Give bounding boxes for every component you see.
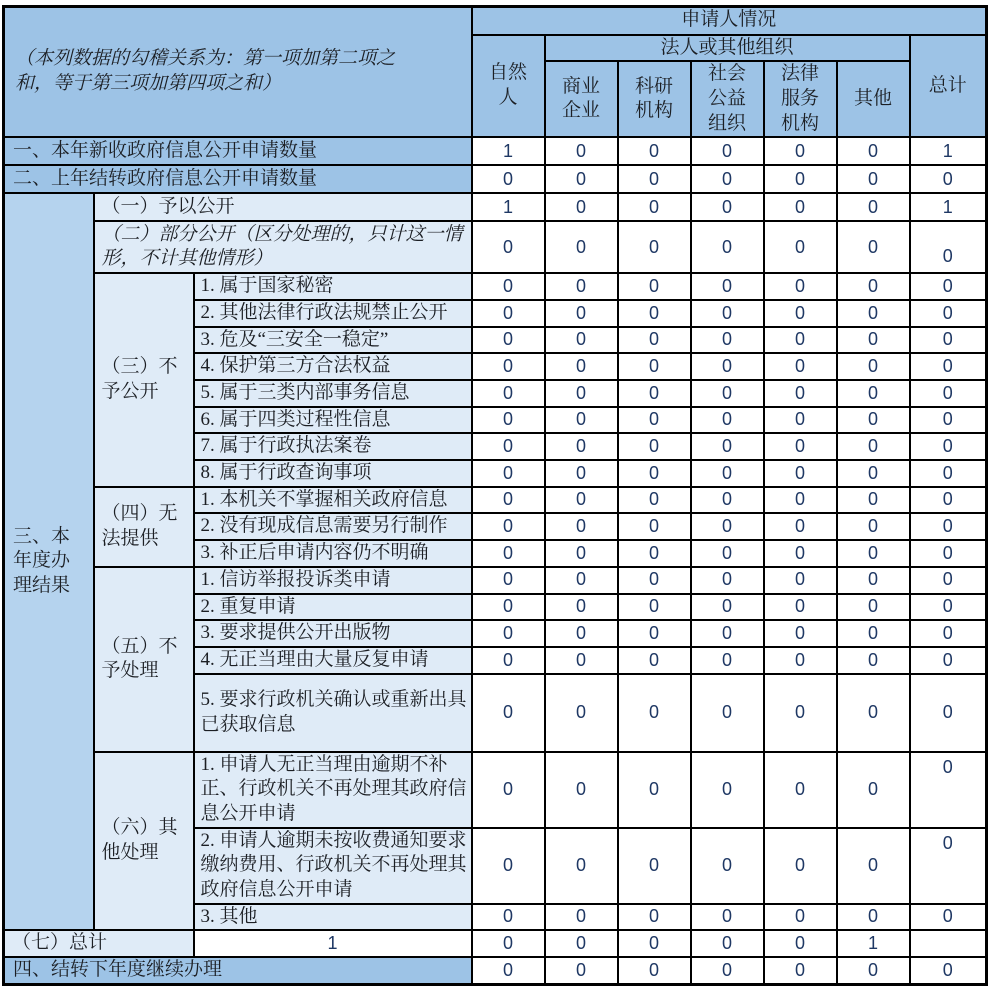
group-label-not-processed: （五）不予处理	[94, 567, 194, 752]
item-label: 3. 补正后申请内容仍不明确	[194, 540, 472, 567]
value-cell: 0	[837, 752, 910, 828]
value-cell: 0	[618, 513, 691, 540]
item-label: 4. 无正当理由大量反复申请	[194, 647, 472, 674]
value-cell: 0	[618, 594, 691, 621]
value-cell: 0	[910, 647, 987, 674]
group-label-unable-to-provide: （四）无法提供	[94, 487, 194, 567]
value-cell: 0	[545, 752, 618, 828]
value-cell: 0	[618, 327, 691, 354]
value-cell: 0	[764, 460, 837, 487]
value-cell: 0	[472, 567, 545, 594]
value-cell: 0	[472, 594, 545, 621]
value-cell: 0	[910, 828, 987, 904]
value-cell: 0	[618, 137, 691, 165]
value-cell: 0	[837, 380, 910, 407]
value-cell: 0	[618, 567, 691, 594]
value-cell: 0	[837, 674, 910, 752]
value-cell: 0	[472, 540, 545, 567]
value-cell: 0	[618, 300, 691, 327]
value-cell: 0	[837, 647, 910, 674]
value-cell: 1	[910, 193, 987, 221]
section-label-results: 三、本年度办理结果	[4, 193, 94, 930]
value-cell: 0	[618, 165, 691, 193]
value-cell: 0	[472, 433, 545, 460]
value-cell: 0	[472, 273, 545, 300]
value-cell: 0	[691, 594, 764, 621]
value-cell: 0	[618, 353, 691, 380]
value-cell: 0	[764, 513, 837, 540]
value-cell: 0	[545, 828, 618, 904]
value-cell: 0	[472, 828, 545, 904]
value-cell: 0	[910, 353, 987, 380]
value-cell: 0	[472, 904, 545, 931]
value-cell: 0	[691, 165, 764, 193]
item-label: 1. 属于国家秘密	[194, 273, 472, 300]
value-cell: 0	[691, 433, 764, 460]
item-label: 2. 重复申请	[194, 594, 472, 621]
value-cell: 0	[691, 752, 764, 828]
value-cell: 0	[691, 193, 764, 221]
value-cell: 0	[691, 300, 764, 327]
value-cell: 0	[691, 487, 764, 514]
value-cell: 0	[837, 594, 910, 621]
value-cell: 0	[837, 193, 910, 221]
value-cell: 0	[910, 904, 987, 931]
value-cell: 0	[910, 513, 987, 540]
value-cell: 0	[764, 193, 837, 221]
value-cell: 0	[618, 752, 691, 828]
value-cell: 0	[910, 460, 987, 487]
group-label-not-disclosed: （三）不予公开	[94, 273, 194, 487]
item-label: 3. 要求提供公开出版物	[194, 620, 472, 647]
value-cell: 0	[472, 460, 545, 487]
value-cell: 0	[691, 674, 764, 752]
value-cell: 0	[910, 165, 987, 193]
value-cell: 0	[472, 380, 545, 407]
value-cell: 0	[691, 513, 764, 540]
value-cell: 0	[837, 567, 910, 594]
value-cell: 0	[691, 380, 764, 407]
value-cell: 0	[764, 752, 837, 828]
value-cell: 0	[837, 513, 910, 540]
value-cell: 0	[472, 513, 545, 540]
value-cell: 0	[472, 957, 545, 984]
value-cell: 0	[545, 193, 618, 221]
value-cell: 0	[764, 674, 837, 752]
item-label: 3. 危及“三安全一稳定”	[194, 327, 472, 354]
value-cell: 0	[764, 828, 837, 904]
item-label: 3. 其他	[194, 904, 472, 931]
header-col-social: 社会公益组织	[691, 61, 764, 137]
value-cell: 0	[764, 904, 837, 931]
item-label: 8. 属于行政查询事项	[194, 460, 472, 487]
value-cell: 0	[691, 353, 764, 380]
header-col-research: 科研机构	[618, 61, 691, 137]
item-label: 1. 信访举报投诉类申请	[194, 567, 472, 594]
value-cell: 0	[545, 433, 618, 460]
header-applicant-group: 申请人情况	[472, 7, 987, 35]
item-label: 4. 保护第三方合法权益	[194, 353, 472, 380]
value-cell: 0	[764, 353, 837, 380]
value-cell: 0	[837, 353, 910, 380]
value-cell: 0	[837, 957, 910, 984]
row-label-partially-disclosed: （二）部分公开（区分处理的，只计这一情形，不计其他情形）	[94, 221, 472, 273]
value-cell: 0	[618, 828, 691, 904]
value-cell: 0	[910, 380, 987, 407]
value-cell: 0	[472, 487, 545, 514]
value-cell: 0	[910, 221, 987, 273]
value-cell: 0	[472, 620, 545, 647]
value-cell: 0	[691, 904, 764, 931]
report-table	[2, 5, 988, 986]
value-cell: 0	[472, 165, 545, 193]
header-col-business: 商业企业	[545, 61, 618, 137]
value-cell: 0	[618, 930, 691, 957]
value-cell: 0	[764, 327, 837, 354]
value-cell: 0	[472, 353, 545, 380]
value-cell: 0	[545, 165, 618, 193]
value-cell: 0	[618, 540, 691, 567]
value-cell: 0	[472, 300, 545, 327]
header-col-other: 其他	[837, 61, 910, 137]
header-col-total: 总计	[910, 35, 987, 138]
value-cell: 0	[837, 407, 910, 434]
value-cell: 0	[618, 487, 691, 514]
value-cell: 0	[691, 327, 764, 354]
value-cell: 0	[618, 273, 691, 300]
value-cell: 0	[618, 380, 691, 407]
value-cell: 0	[837, 904, 910, 931]
value-cell: 0	[910, 273, 987, 300]
value-cell: 0	[837, 221, 910, 273]
value-cell: 0	[910, 957, 987, 984]
value-cell: 0	[618, 433, 691, 460]
value-cell: 0	[764, 567, 837, 594]
value-cell: 0	[837, 828, 910, 904]
value-cell: 0	[545, 647, 618, 674]
value-cell: 0	[764, 957, 837, 984]
value-cell: 0	[618, 674, 691, 752]
value-cell: 0	[545, 380, 618, 407]
item-label: 7. 属于行政执法案卷	[194, 433, 472, 460]
item-label: 6. 属于四类过程性信息	[194, 407, 472, 434]
value-cell: 0	[837, 137, 910, 165]
value-cell: 0	[837, 165, 910, 193]
value-cell: 0	[472, 752, 545, 828]
value-cell: 0	[910, 327, 987, 354]
value-cell: 0	[837, 327, 910, 354]
value-cell: 0	[545, 540, 618, 567]
value-cell: 0	[618, 193, 691, 221]
header-col-natural-person: 自然人	[472, 35, 545, 138]
value-cell: 0	[545, 221, 618, 273]
value-cell: 0	[910, 620, 987, 647]
value-cell: 0	[691, 137, 764, 165]
value-cell: 0	[910, 433, 987, 460]
value-cell: 0	[910, 674, 987, 752]
value-cell: 0	[472, 407, 545, 434]
value-cell: 1	[472, 193, 545, 221]
value-cell: 1	[194, 930, 472, 957]
item-label: 2. 其他法律行政法规禁止公开	[194, 300, 472, 327]
row-label-new-received: 一、本年新收政府信息公开申请数量	[4, 137, 472, 165]
value-cell: 0	[910, 594, 987, 621]
value-cell: 0	[545, 567, 618, 594]
row-label-carry-to-next-year: 四、结转下年度继续办理	[4, 957, 472, 984]
value-cell: 0	[764, 380, 837, 407]
value-cell: 0	[764, 273, 837, 300]
value-cell: 0	[764, 300, 837, 327]
value-cell: 0	[691, 567, 764, 594]
value-cell: 0	[764, 930, 837, 957]
value-cell: 0	[764, 647, 837, 674]
value-cell: 0	[764, 487, 837, 514]
value-cell: 0	[618, 460, 691, 487]
value-cell: 0	[691, 957, 764, 984]
value-cell: 0	[910, 567, 987, 594]
value-cell: 0	[618, 904, 691, 931]
value-cell: 0	[618, 957, 691, 984]
value-cell: 0	[691, 407, 764, 434]
item-label: 1. 本机关不掌握相关政府信息	[194, 487, 472, 514]
value-cell: 0	[618, 407, 691, 434]
value-cell: 0	[472, 327, 545, 354]
value-cell: 0	[764, 620, 837, 647]
value-cell: 0	[545, 594, 618, 621]
value-cell: 0	[910, 300, 987, 327]
value-cell: 0	[691, 540, 764, 567]
value-cell: 0	[691, 930, 764, 957]
value-cell: 0	[545, 513, 618, 540]
header-col-legal-service: 法律服务机构	[764, 61, 837, 137]
item-label: 5. 属于三类内部事务信息	[194, 380, 472, 407]
value-cell: 0	[764, 221, 837, 273]
value-cell: 0	[545, 407, 618, 434]
value-cell: 0	[618, 647, 691, 674]
value-cell: 0	[691, 273, 764, 300]
value-cell: 0	[545, 487, 618, 514]
value-cell: 0	[910, 752, 987, 828]
value-cell: 0	[691, 221, 764, 273]
value-cell: 0	[618, 221, 691, 273]
value-cell: 0	[837, 460, 910, 487]
value-cell: 0	[691, 460, 764, 487]
value-cell: 0	[545, 273, 618, 300]
value-cell: 0	[545, 353, 618, 380]
item-label: 1. 申请人无正当理由逾期不补正、行政机关不再处理其政府信息公开申请	[194, 752, 472, 828]
value-cell: 0	[618, 620, 691, 647]
value-cell: 0	[764, 433, 837, 460]
value-cell: 0	[545, 327, 618, 354]
item-label: 2. 申请人逾期未按收费通知要求缴纳费用、行政机关不再处理其政府信息公开申请	[194, 828, 472, 904]
value-cell: 0	[764, 540, 837, 567]
value-cell: 0	[837, 487, 910, 514]
value-cell: 0	[545, 620, 618, 647]
value-cell: 0	[691, 620, 764, 647]
value-cell: 0	[472, 221, 545, 273]
value-cell: 0	[545, 930, 618, 957]
value-cell: 0	[764, 407, 837, 434]
row-label-disclosed: （一）予以公开	[94, 193, 472, 221]
reconciliation-note: （本列数据的勾稽关系为：第一项加第二项之和，等于第三项加第四项之和）	[4, 7, 472, 138]
value-cell: 0	[910, 487, 987, 514]
item-label: 5. 要求行政机关确认或重新出具已获取信息	[194, 674, 472, 752]
value-cell: 0	[691, 828, 764, 904]
header-legal-org-group: 法人或其他组织	[545, 35, 910, 62]
value-cell: 0	[837, 620, 910, 647]
value-cell: 0	[837, 540, 910, 567]
value-cell: 0	[764, 594, 837, 621]
value-cell: 0	[764, 165, 837, 193]
group-label-other-handling: （六）其他处理	[94, 752, 194, 931]
value-cell: 0	[472, 674, 545, 752]
value-cell: 0	[837, 300, 910, 327]
value-cell: 0	[545, 904, 618, 931]
value-cell: 0	[545, 137, 618, 165]
value-cell: 0	[910, 540, 987, 567]
value-cell: 1	[837, 930, 910, 957]
value-cell: 0	[764, 137, 837, 165]
value-cell: 0	[472, 647, 545, 674]
value-cell: 0	[545, 460, 618, 487]
value-cell: 0	[545, 300, 618, 327]
value-cell: 0	[472, 930, 545, 957]
value-cell: 0	[910, 407, 987, 434]
value-cell: 0	[837, 433, 910, 460]
value-cell: 1	[910, 137, 987, 165]
value-cell: 0	[691, 647, 764, 674]
row-label-carried-over: 二、上年结转政府信息公开申请数量	[4, 165, 472, 193]
value-cell: 0	[545, 957, 618, 984]
value-cell: 0	[837, 273, 910, 300]
value-cell: 0	[545, 674, 618, 752]
value-cell: 1	[472, 137, 545, 165]
row-label-subtotal: （七）总计	[4, 930, 194, 957]
item-label: 2. 没有现成信息需要另行制作	[194, 513, 472, 540]
